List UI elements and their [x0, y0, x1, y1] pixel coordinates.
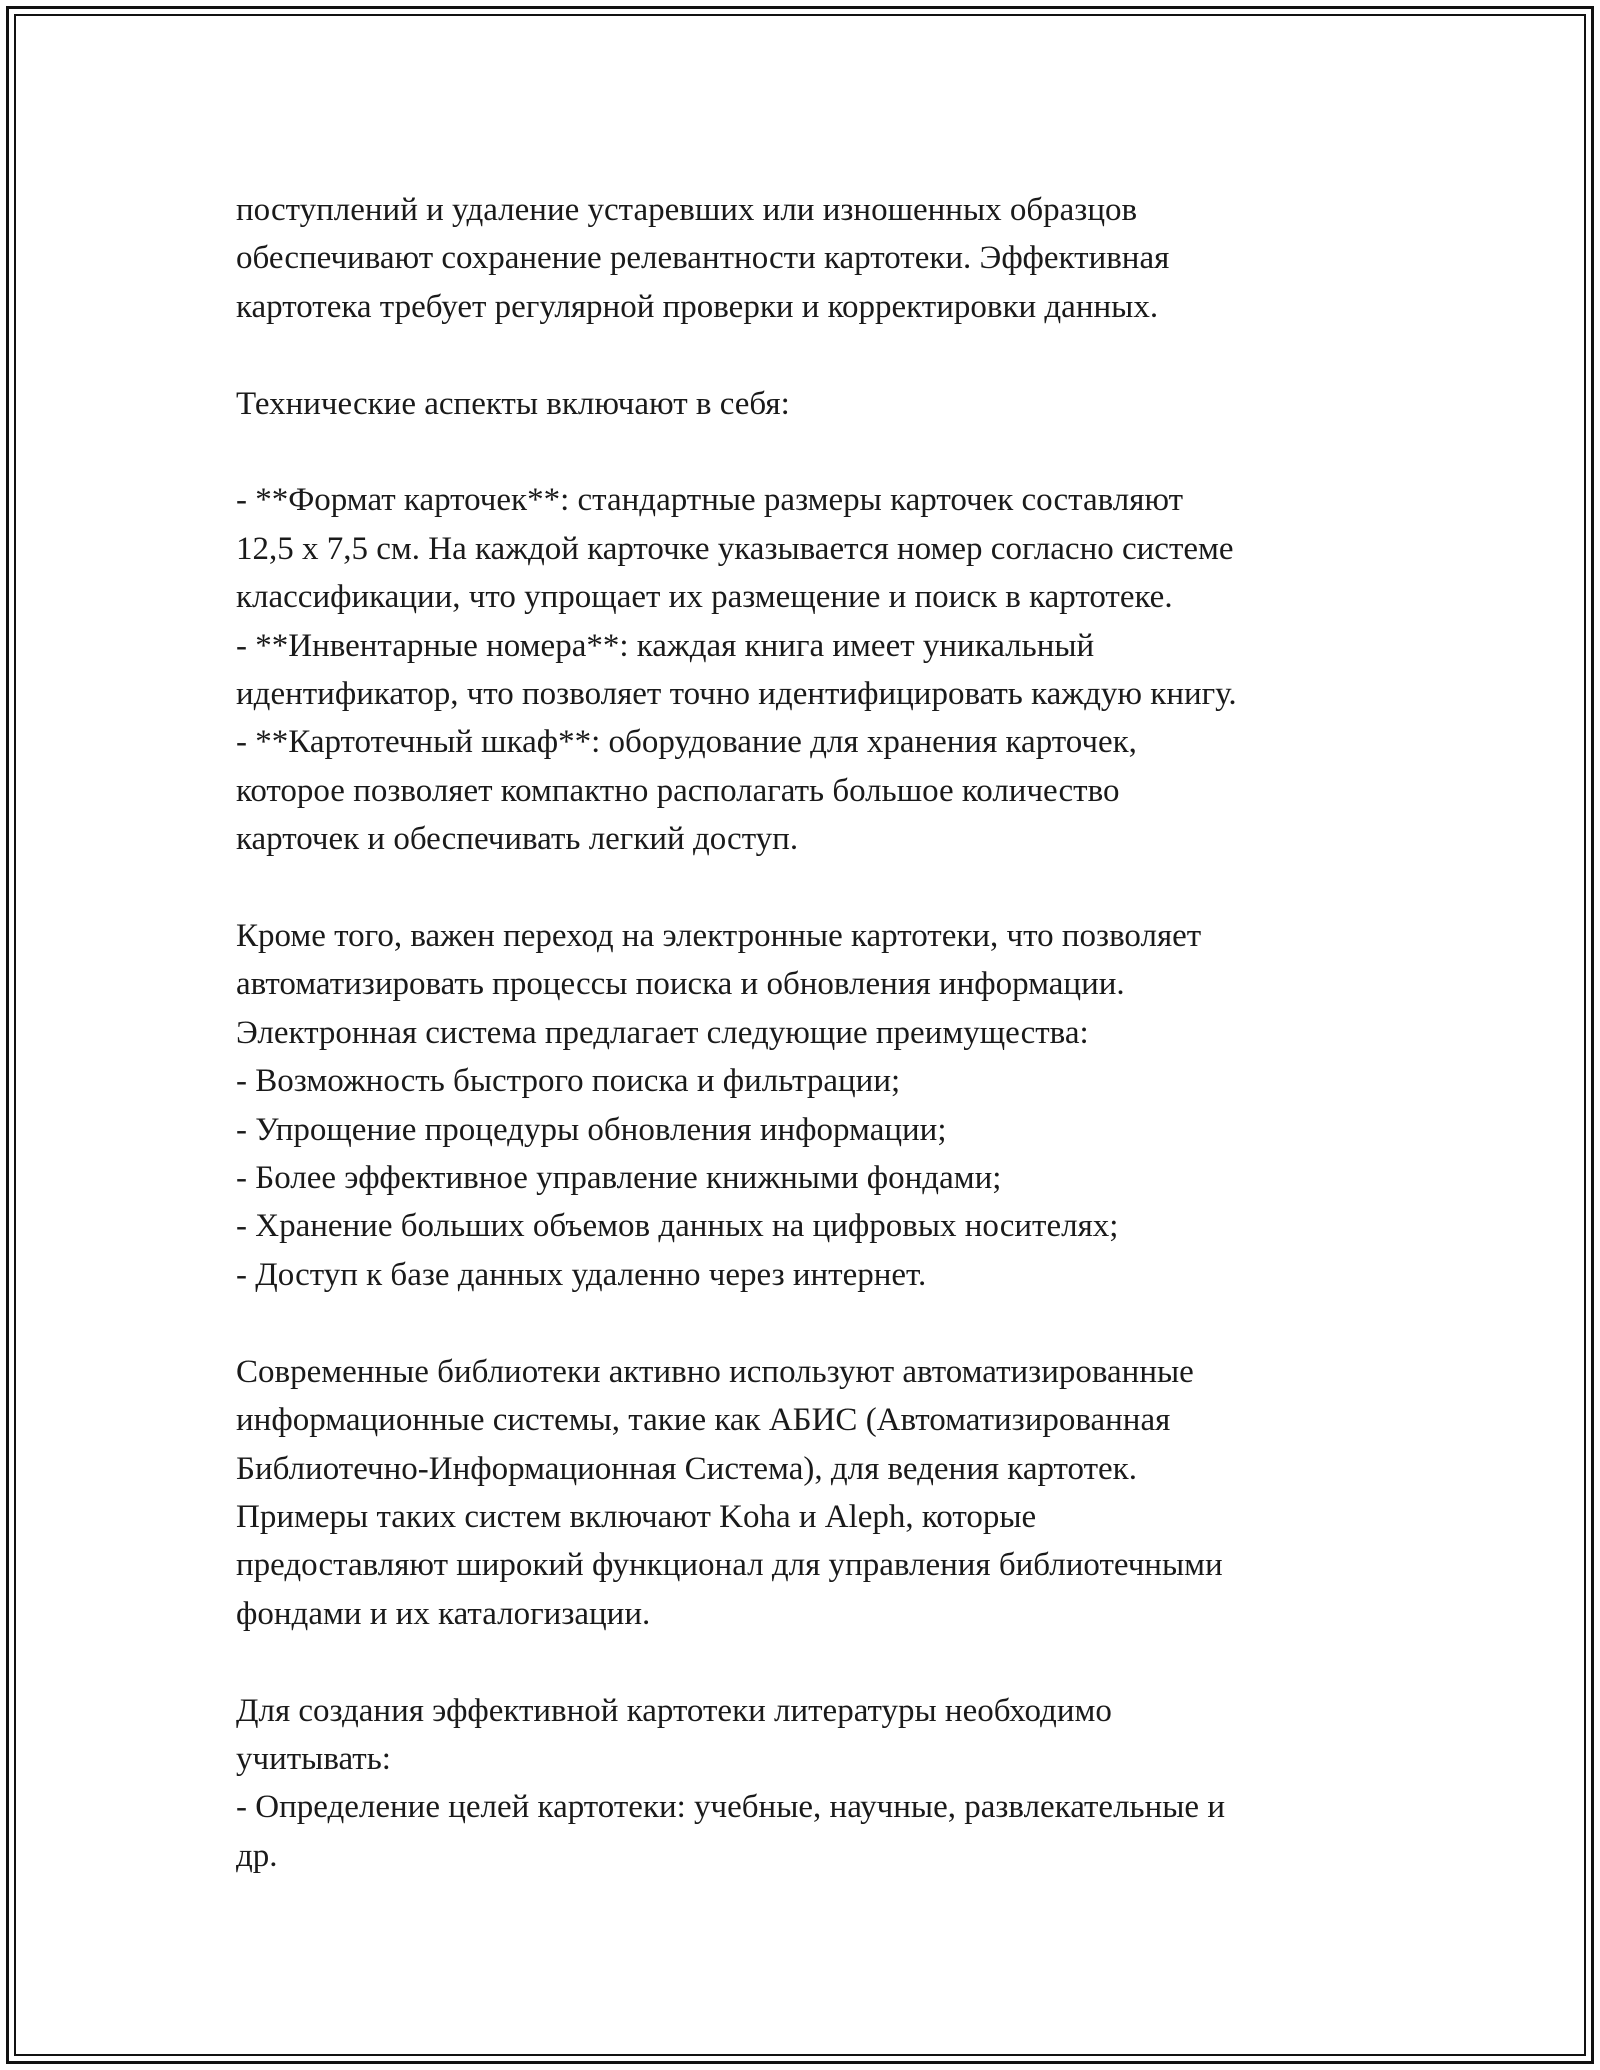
- list-item-line: - Более эффективное управление книжными фондами;: [236, 1160, 1002, 1197]
- list-item-line: др.: [236, 1837, 278, 1874]
- text-line: Для создания эффективной картотеки литературы необходимо: [236, 1692, 1112, 1729]
- text-line: поступлений и удаление устаревших или изношенных образцов: [236, 192, 1138, 228]
- text-line: Кроме того, важен переход на электронные картотеки, что позволяет: [236, 918, 1202, 955]
- list-item-line: - **Формат карточек**: стандартные размеры карточек составляют: [236, 482, 1184, 519]
- document-body: [236, 186, 1436, 1880]
- list-item-line: идентификатор, что позволяет точно идентифицировать каждую книгу.: [236, 676, 1237, 713]
- list-item-line: - Доступ к базе данных удаленно через интернет.: [236, 1256, 927, 1293]
- paragraph-technical-intro: [236, 380, 1436, 428]
- text-line: Примеры таких систем включают Koha и Aleph, которые: [236, 1498, 1037, 1535]
- paragraph-gap: [236, 1638, 1436, 1686]
- text-line: фондами и их каталогизации.: [236, 1595, 651, 1632]
- text-line: Библиотечно-Информационная Система), для ведения картотек.: [236, 1450, 1137, 1487]
- text-line: обеспечивают сохранение релевантности картотеки. Эффективная: [236, 240, 1170, 277]
- text-line: Современные библиотеки активно используют автоматизированные: [236, 1353, 1194, 1390]
- text-line: предоставляют широкий функционал для управления библиотечными: [236, 1547, 1223, 1584]
- paragraph-electronic-catalog: [236, 912, 1436, 1299]
- paragraph-technical-list: [236, 476, 1436, 863]
- list-item-line: карточек и обеспечивать легкий доступ.: [236, 821, 799, 858]
- list-item-line: - **Картотечный шкаф**: оборудование для хранения карточек,: [236, 724, 1137, 761]
- paragraph-gap: [236, 864, 1436, 912]
- paragraph-creation-requirements: [236, 1687, 1436, 1881]
- paragraph-gap: [236, 1299, 1436, 1347]
- list-item-line: - Хранение больших объемов данных на цифровых носителях;: [236, 1208, 1119, 1245]
- text-line: учитывать:: [236, 1740, 391, 1777]
- list-item-line: которое позволяет компактно располагать большое количество: [236, 772, 1120, 809]
- text-line: Технические аспекты включают в себя:: [236, 385, 790, 422]
- text-line: информационные системы, такие как АБИС (Автоматизированная: [236, 1402, 1171, 1439]
- text-line: Электронная система предлагает следующие преимущества:: [236, 1014, 1089, 1051]
- paragraph-gap: [236, 331, 1436, 379]
- text-line: автоматизировать процессы поиска и обновления информации.: [236, 966, 1125, 1003]
- list-item-line: - Возможность быстрого поиска и фильтрации;: [236, 1063, 901, 1100]
- text-line: картотека требует регулярной проверки и корректировки данных.: [236, 288, 1159, 325]
- list-item-line: - Упрощение процедуры обновления информации;: [236, 1111, 947, 1148]
- paragraph-modern-libraries: [236, 1348, 1436, 1638]
- list-item-line: классификации, что упрощает их размещение и поиск в картотеке.: [236, 579, 1173, 616]
- paragraph-gap: [236, 428, 1436, 476]
- paragraph-continuation: [236, 186, 1436, 331]
- list-item-line: - **Инвентарные номера**: каждая книга имеет уникальный: [236, 627, 1095, 664]
- list-item-line: 12,5 x 7,5 см. На каждой карточке указывается номер согласно системе: [236, 530, 1234, 567]
- list-item-line: - Определение целей картотеки: учебные, научные, развлекательные и: [236, 1789, 1225, 1826]
